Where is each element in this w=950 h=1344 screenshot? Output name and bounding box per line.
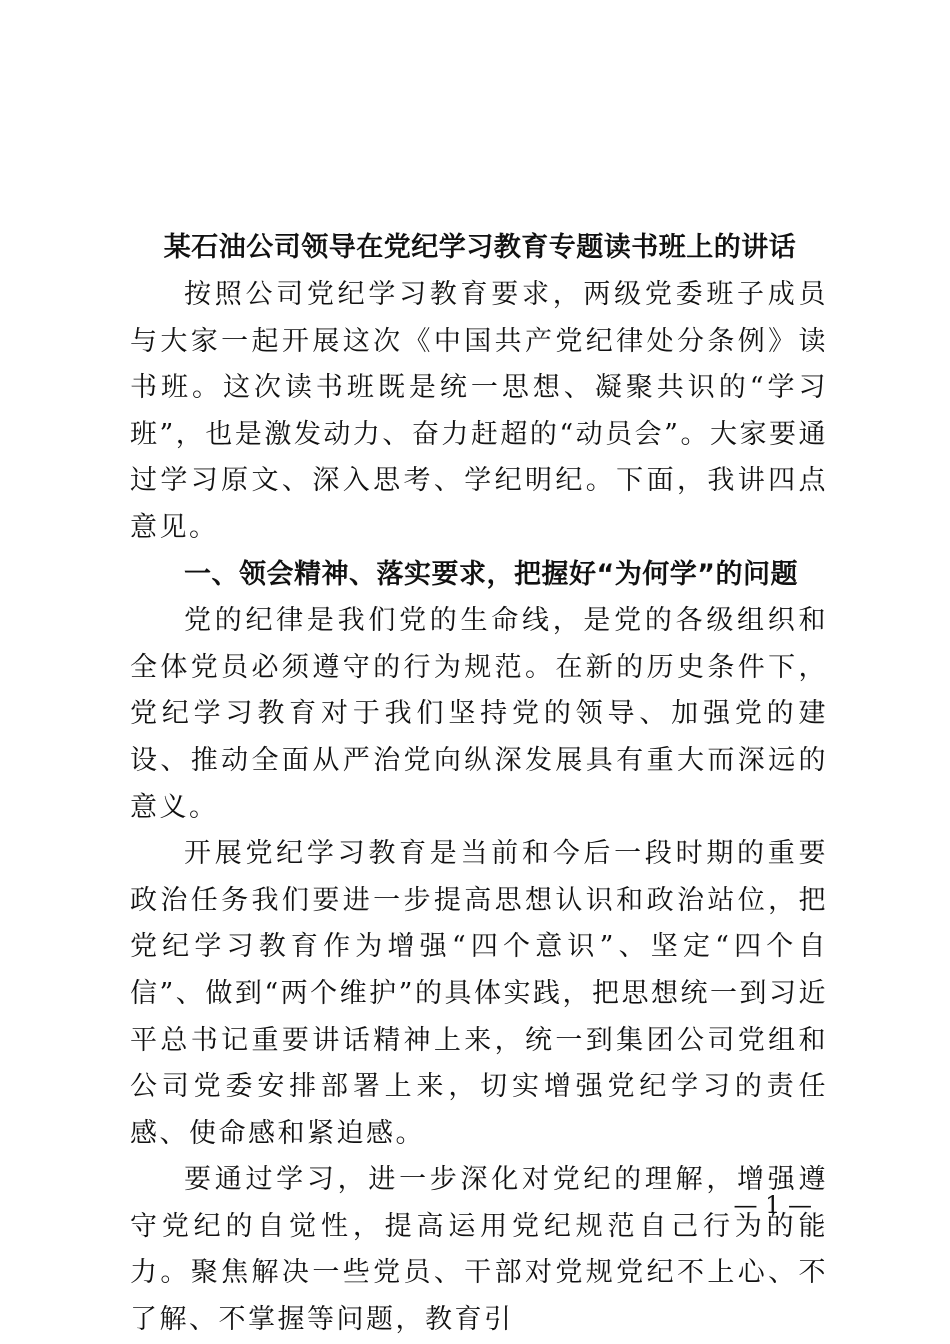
intro-paragraph: 按照公司党纪学习教育要求，两级党委班子成员与大家一起开展这次《中国共产党纪律处分条例》读书班。这次读书班既是统一思想、凝聚共识的“学习班”，也是激发动力、奋力赶超的“动员会”。大家要通过学习原文、深入思考、学纪明纪。下面，我讲四点意见。: [130, 279, 828, 543]
section-heading: 一、领会精神、落实要求，把握好“为何学”的问题: [184, 558, 798, 590]
section-paragraph: 党的纪律是我们党的生命线，是党的各级组织和全体党员必须遵守的行为规范。在新的历史条件下，党纪学习教育对于我们坚持党的领导、加强党的建设、推动全面从严治党向纵深发展具有重大而深远的意义。: [130, 605, 828, 823]
document-title: 某石油公司领导在党纪学习教育专题读书班上的讲话: [163, 232, 797, 263]
section-paragraph: 开展党纪学习教育是当前和今后一段时期的重要政治任务我们要进一步提高思想认识和政治站位，把党纪学习教育作为增强“四个意识”、坚定“四个自信”、做到“两个维护”的具体实践，把思想统一到习近平总书记重要讲话精神上来，统一到集团公司党组和公司党委安排部署上来，切实增强党纪学习的责任感、使命感和紧迫感。: [130, 838, 828, 1149]
section-paragraph: 要通过学习，进一步深化对党纪的理解，增强遵守党纪的自觉性，提高运用党纪规范自己行为的能力。聚焦解决一些党员、干部对党规党纪不上心、不了解、不掌握等问题，教育引: [130, 1164, 828, 1336]
document-body: [130, 272, 828, 1344]
page-number: — 1 —: [733, 1191, 812, 1219]
